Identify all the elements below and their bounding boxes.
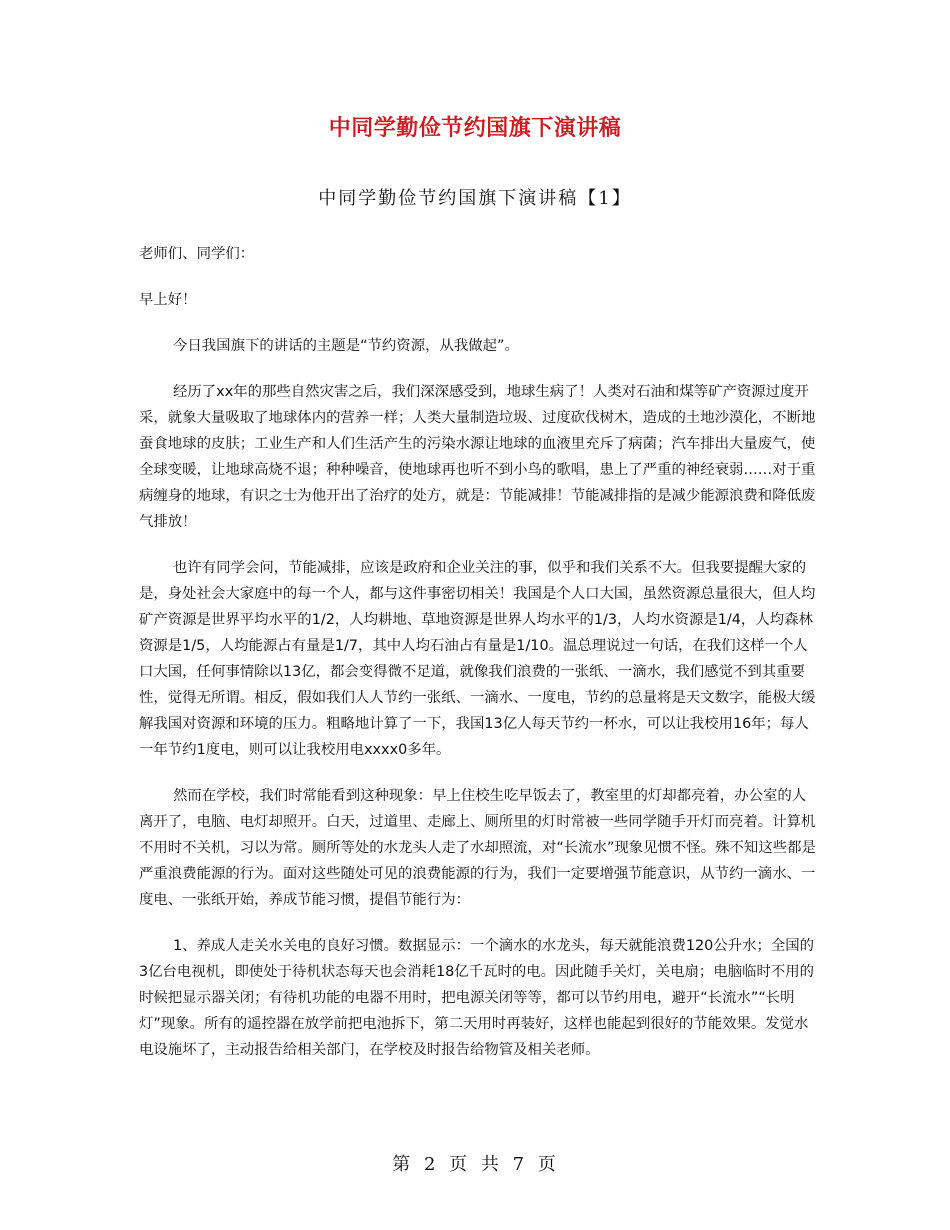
paragraph-energy-saving: 也许有同学会问，节能减排，应该是政府和企业关注的事，似乎和我们关系不大。但我要提醒大家的是，身处社会大家庭中的每一个人，都与这件事密切相关！我国是个人口大国，虽然资源总量很大，但人均矿产资源是世界平均水平的1/2，人均耕地、草地资源是世界人均水平的1/3，人均水资源是1/4，人均森林资源是1/5，人均能源占有量是1/7，其中人均石油占有量是1/10。温总理说过一句话，在我们这样一个人口大国，任何事情除以13亿，都会变得微不足道，就像我们浪费的一张纸、一滴水，我们感觉不到其重要性，觉得无所谓。相反，假如我们人人节约一张纸、一滴水、一度电，节约的总量将是天文数字，能极大缓解我国对资源和环境的压力。粗略地计算了一下，我国13亿人每天节约一杯水，可以让我校用16年；每人一年节约1度电，则可以让我校用电xxxx0多年。 — [139, 560, 816, 758]
paragraph-earth-sick: 经历了xx年的那些自然灾害之后，我们深深感受到，地球生病了！人类对石油和煤等矿产资源过度开采，就象大量吸取了地球体内的营养一样；人类大量制造垃圾、过度砍伐树木，造成的土地沙漠化，不断地蚕食地球的皮肤；工业生产和人们生活产生的污染水源让地球的血液里充斥了病菌；汽车排出大量废气，使全球变暖，让地球高烧不退；种种噪音，使地球再也听不到小鸟的歌唱，患上了严重的神经衰弱……对于重病缠身的地球，有识之士为他开出了治疗的处方，就是：节能减排！节能减排指的是减少能源浪费和降低废气排放！ — [139, 384, 816, 530]
document-body — [139, 241, 819, 1083]
paragraph-school-waste: 然而在学校，我们时常能看到这种现象：早上住校生吃早饭去了，教室里的灯却都亮着，办公室的人离开了，电脑、电灯却照开。白天，过道里、走廊上、厕所里的灯时常被一些同学随手开灯而亮着。计算机不用时不关机，习以为常。厕所等处的水龙头人走了水却照流，对“长流水”现象见惯不怪。殊不知这些都是严重浪费能源的行为。面对这些随处可见的浪费能源的行为，我们一定要增强节能意识，从节约一滴水、一度电、一张纸开始，养成节能习惯，提倡节能行为： — [139, 788, 816, 908]
document-title: 中同学勤俭节约国旗下演讲稿 — [328, 116, 622, 141]
document-subtitle: 中同学勤俭节约国旗下演讲稿【1】 — [318, 188, 632, 209]
paragraph-theme: 今日我国旗下的讲话的主题是“节约资源，从我做起”。 — [173, 338, 519, 354]
paragraph-habit-1: 1、养成人走关水关电的良好习惯。数据显示：一个滴水的水龙头，每天就能浪费120公升水；全国的3亿台电视机，即使处于待机状态每天也会消耗18亿千瓦时的电。因此随手关灯，关电扇；电脑临时不用的时候把显示器关闭；有待机功能的电器不用时，把电源关闭等等，都可以节约用电，避开“长流水”“长明灯”现象。所有的遥控器在放学前把电池拆下，第二天用时再装好，这样也能起到很好的节能效果。发觉水电设施坏了，主动报告给相关部门，在学校及时报告给物管及相关老师。 — [139, 938, 815, 1058]
greeting-line: 老师们、同学们： — [139, 246, 255, 262]
morning-greeting: 早上好！ — [139, 292, 197, 308]
page-number-footer: 第 2 页 共 7 页 — [392, 1154, 558, 1175]
